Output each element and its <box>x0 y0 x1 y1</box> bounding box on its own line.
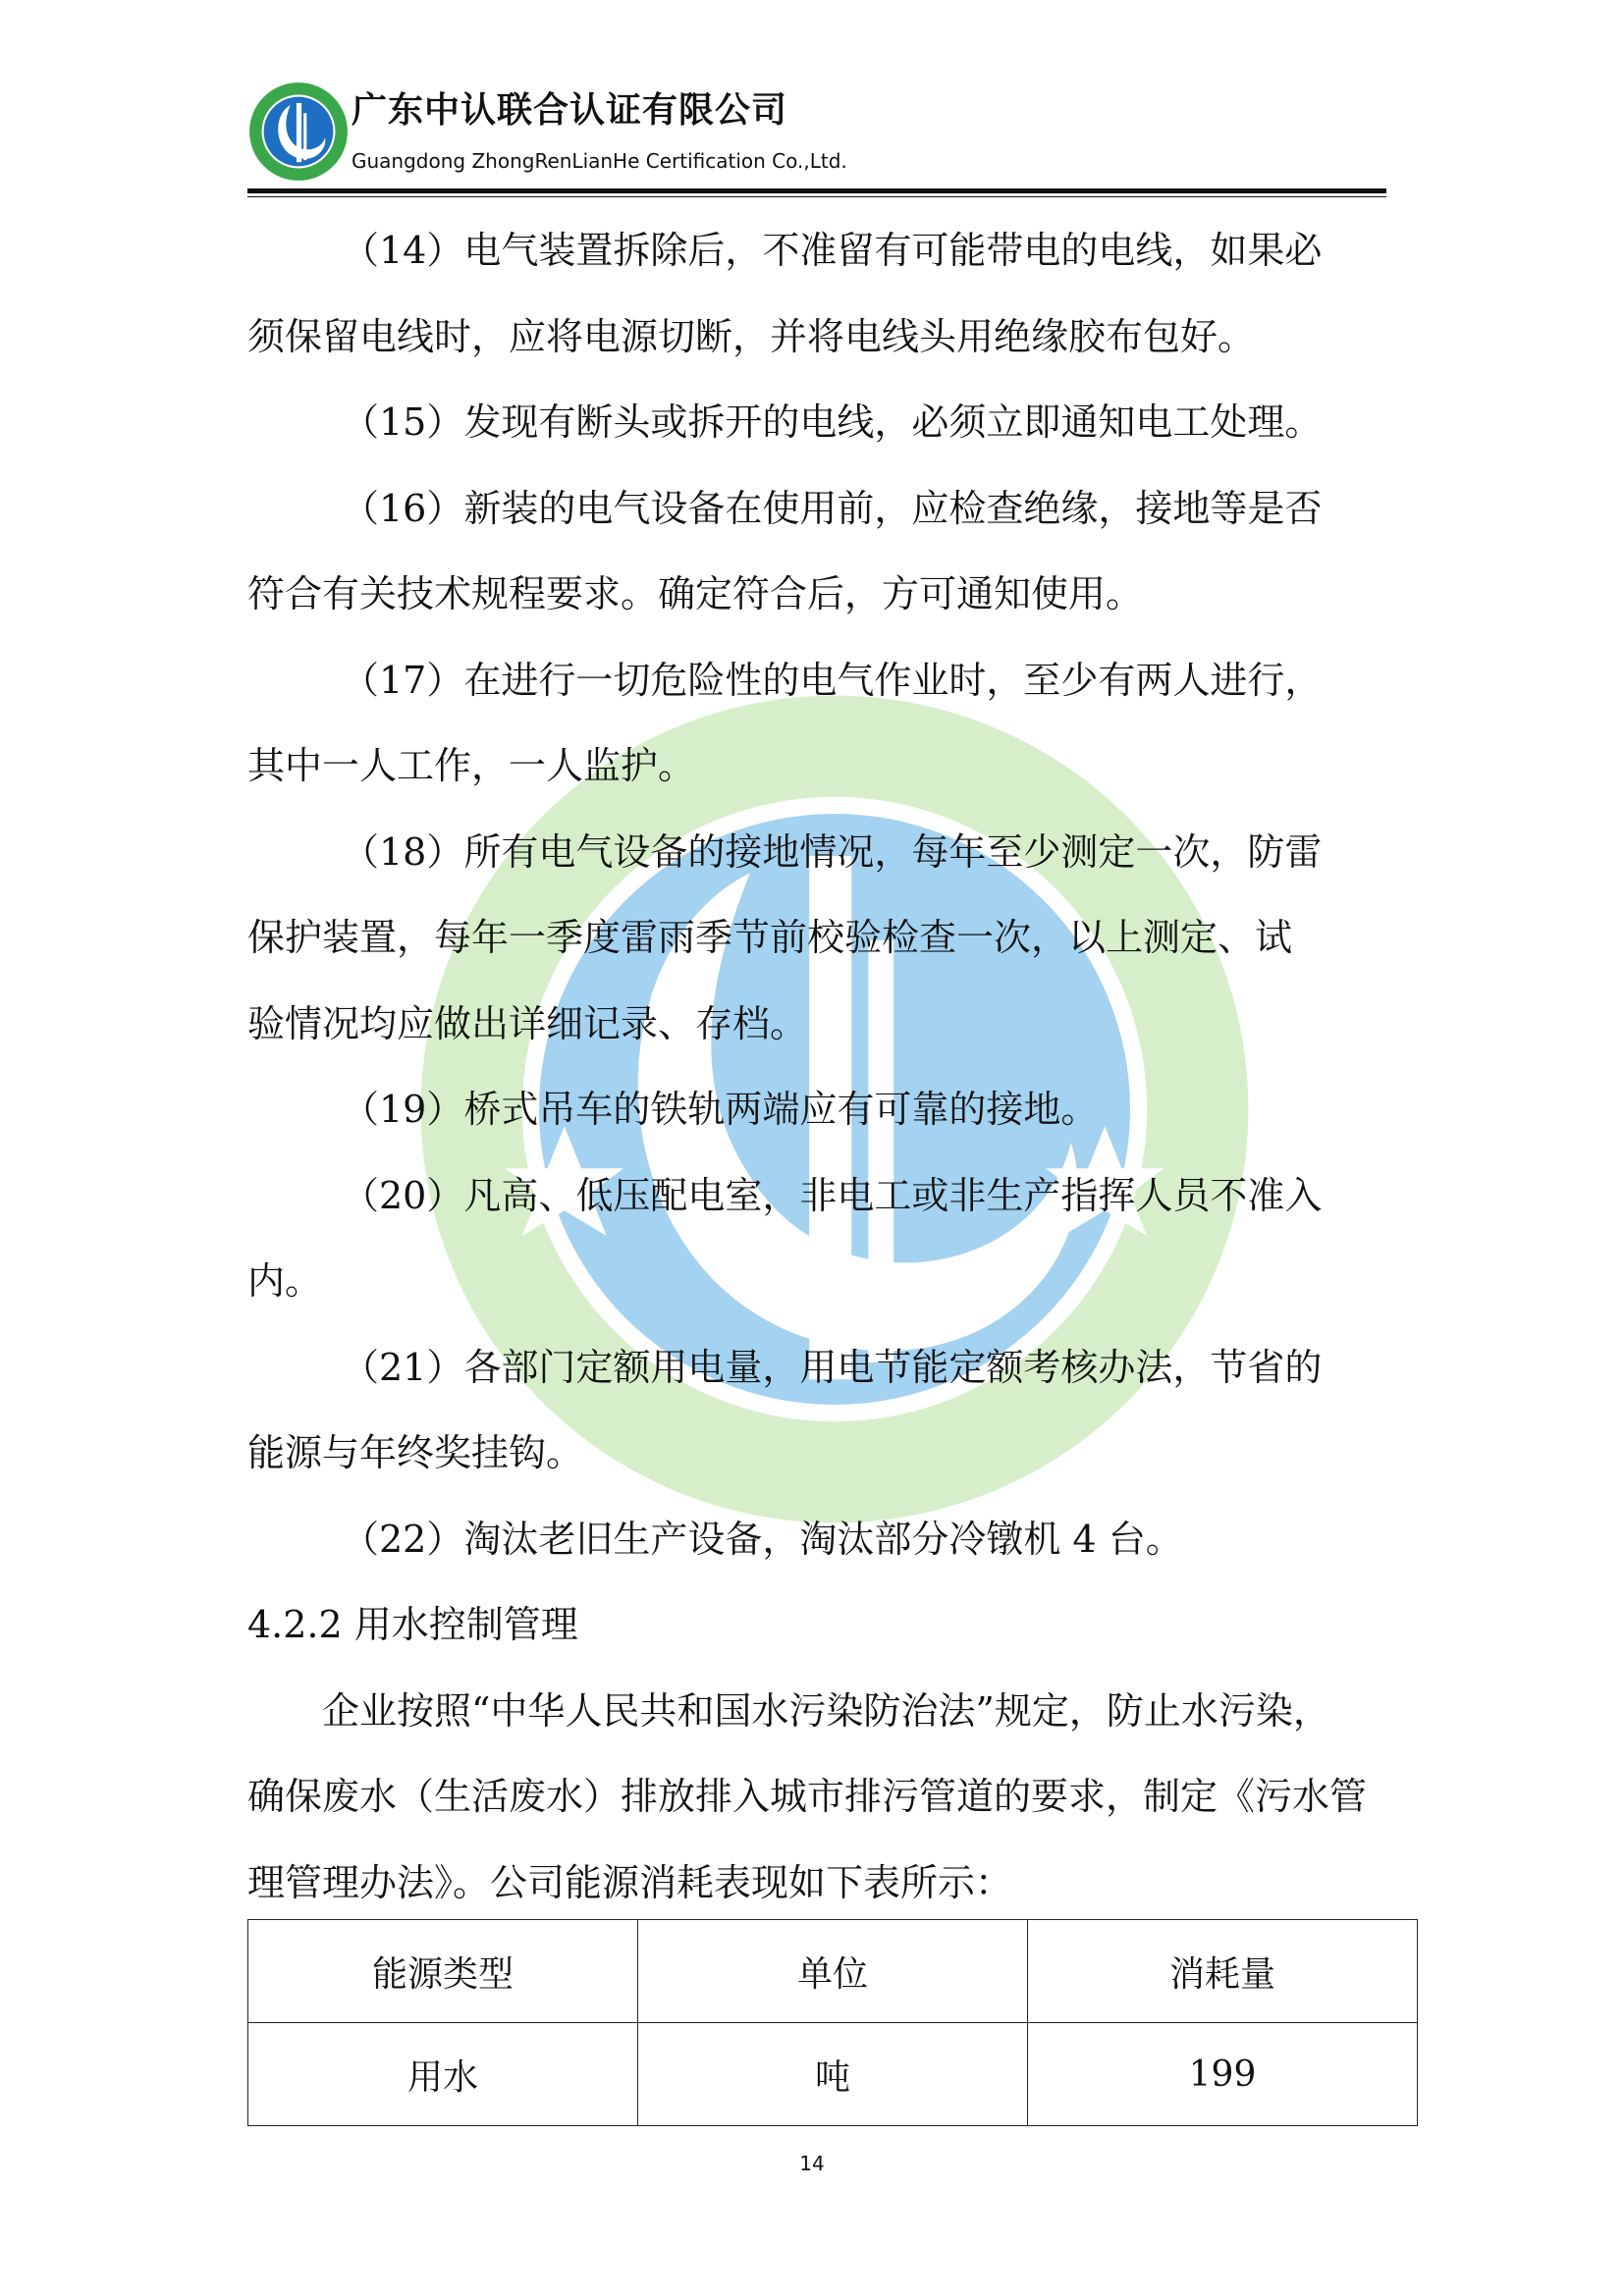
table-row <box>248 2023 1418 2126</box>
company-logo-icon <box>247 80 350 183</box>
document-body <box>247 208 1386 1926</box>
table-cell: 吨 <box>638 2023 1028 2126</box>
company-name-cn: 广东中认联合认证有限公司 <box>352 90 788 131</box>
paragraph-line: （18）所有电气设备的接地情况，每年至少测定一次，防雷 <box>342 829 1323 874</box>
table-header-cell: 消耗量 <box>1028 1920 1418 2023</box>
table-header-cell: 能源类型 <box>248 1920 638 2023</box>
section-heading: 4.2.2 用水控制管理 <box>247 1603 578 1646</box>
paragraph-line: 能源与年终奖挂钩。 <box>247 1431 584 1474</box>
paragraph-line: （16）新装的电气设备在使用前，应检查绝缘，接地等是否 <box>342 486 1323 530</box>
table-cell: 用水 <box>248 2023 638 2126</box>
paragraph-line: 符合有关技术规程要求。确定符合后，方可通知使用。 <box>247 572 1144 615</box>
paragraph-line: 企业按照“中华人民共和国水污染防治法”规定，防止水污染， <box>322 1688 1330 1733</box>
table-cell: 199 <box>1028 2023 1418 2126</box>
paragraph-line: 须保留电线时，应将电源切断，并将电线头用绝缘胶布包好。 <box>247 314 1256 358</box>
paragraph-line: （15）发现有断头或拆开的电线，必须立即通知电工处理。 <box>342 400 1323 444</box>
paragraph-line: 理管理办法》。公司能源消耗表现如下表所示： <box>247 1860 1013 1904</box>
paragraph-line: 其中一人工作，一人监护。 <box>247 744 696 787</box>
page-number: 14 <box>799 2152 825 2175</box>
table-header-cell: 单位 <box>638 1920 1028 2023</box>
paragraph-line: （22）淘汰老旧生产设备，淘汰部分冷镦机 4 台。 <box>342 1517 1183 1561</box>
paragraph-line: （17）在进行一切危险性的电气作业时，至少有两人进行， <box>342 658 1323 702</box>
company-name-en: Guangdong ZhongRenLianHe Certification Co.,Ltd. <box>352 149 847 173</box>
paragraph-line: （21）各部门定额用电量，用电节能定额考核办法，节省的 <box>342 1345 1323 1389</box>
paragraph-line: 内。 <box>247 1259 323 1303</box>
paragraph-line: （14）电气装置拆除后，不准留有可能带电的电线，如果必 <box>342 229 1323 272</box>
paragraph-line: 确保废水（生活废水）排放排入城市排污管道的要求，制定《污水管 <box>247 1775 1368 1818</box>
paragraph-line: 保护装置，每年一季度雷雨季节前校验检查一次，以上测定、试 <box>247 916 1293 959</box>
header-rule-thick <box>247 188 1386 193</box>
header-rule-thin <box>247 196 1386 197</box>
energy-consumption-table <box>247 1919 1418 2126</box>
table-header-row <box>248 1920 1418 2023</box>
paragraph-line: （19）桥式吊车的铁轨两端应有可靠的接地。 <box>342 1088 1099 1131</box>
page-header <box>247 80 1386 198</box>
paragraph-line: （20）凡高、低压配电室，非电工或非生产指挥人员不准入 <box>342 1173 1323 1217</box>
paragraph-line: 验情况均应做出详细记录、存档。 <box>247 1001 808 1045</box>
